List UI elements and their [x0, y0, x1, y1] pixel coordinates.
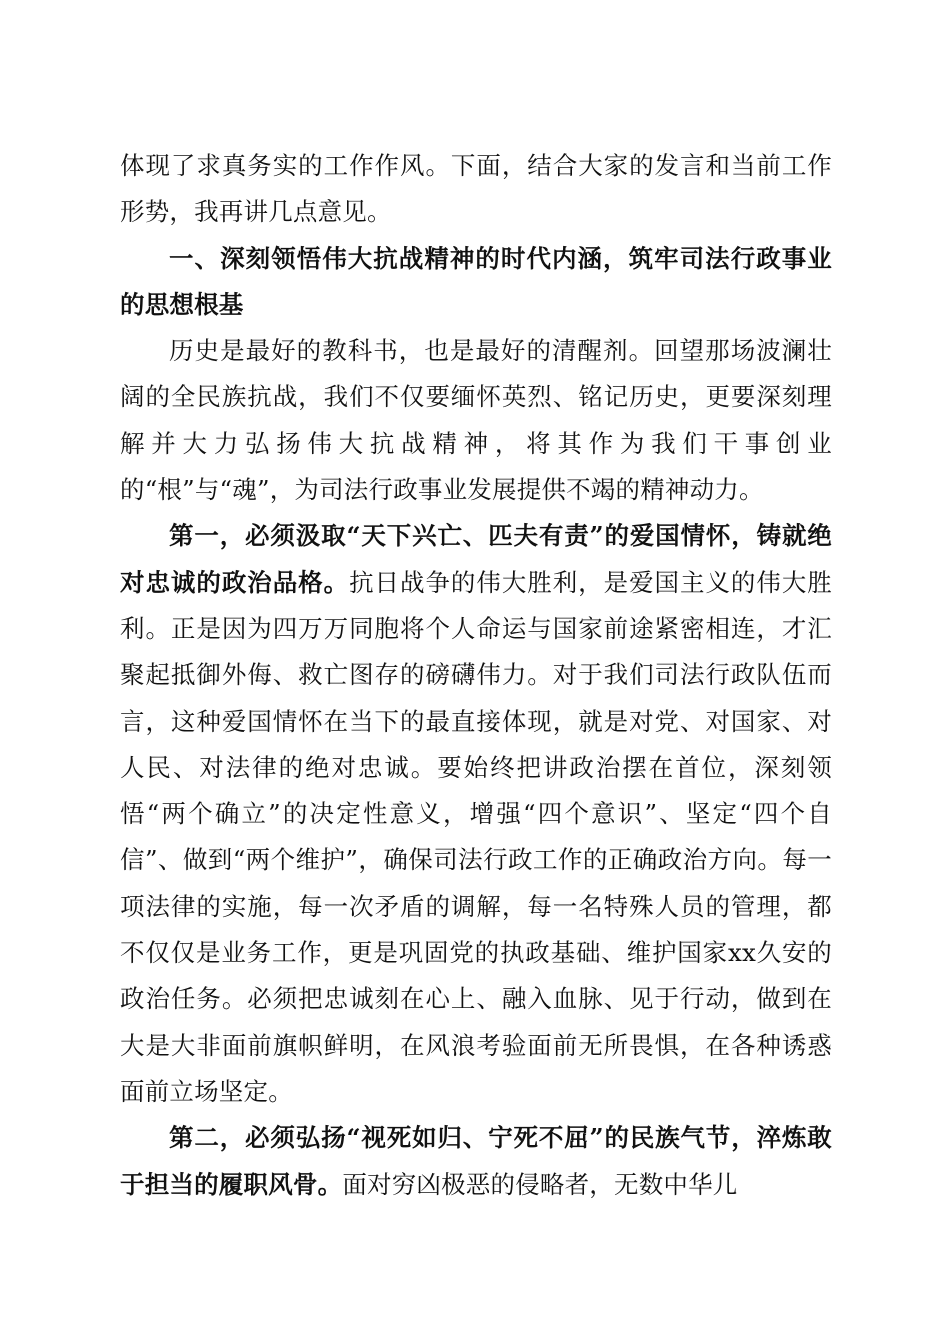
point-paragraph-1: [120, 513, 832, 1115]
section-heading: 一、深刻领悟伟大抗战精神的时代内涵，筑牢司法行政事业的思想根基: [120, 243, 832, 319]
body-paragraph: 历史是最好的教科书，也是最好的清醒剂。回望那场波澜壮阔的全民族抗战，我们不仅要缅怀英烈、铭记历史，更要深刻理解并大力弘扬伟大抗战精神，将其作为我们干事创业的“根”与“魂”，为司法行政事业发展提供不竭的精神动力。: [120, 336, 832, 505]
point-text: 面对穷凶极恶的侵略者，无数中华儿: [342, 1169, 738, 1199]
continuation-paragraph: 体现了求真务实的工作作风。下面，结合大家的发言和当前工作形势，我再讲几点意见。: [120, 151, 832, 227]
document-body: [120, 143, 832, 1208]
point-paragraph-2: [120, 1115, 832, 1208]
point-text: 抗日战争的伟大胜利，是爱国主义的伟大胜利。正是因为四万万同胞将个人命运与国家前途紧密相连，才汇聚起抵御外侮、救亡图存的磅礴伟力。对于我们司法行政队伍而言，这种爱国情怀在当下的最直接体现，就是对党、对国家、对人民、对法律的绝对忠诚。要始终把讲政治摆在首位，深刻领悟“两个确立”的决定性意义，增强“四个意识”、坚定“四个自信”、做到“两个维护”，确保司法行政工作的正确政治方向。每一项法律的实施，每一次矛盾的调解，每一名特殊人员的管理，都不仅仅是业务工作，更是巩固党的执政基础、维护国家xx久安的政治任务。必须把忠诚刻在心上、融入血脉、见于行动，做到在大是大非面前旗帜鲜明，在风浪考验面前无所畏惧，在各种诱惑面前立场坚定。: [120, 567, 832, 1106]
point-lead: 第二，必须弘扬“视死如归、宁死不屈”的民族气节，淬炼敢于担当的履职风骨。: [120, 1123, 832, 1199]
point-lead: 第一，必须汲取“天下兴亡、匹夫有责”的爱国情怀，铸就绝对忠诚的政治品格。: [120, 521, 832, 597]
